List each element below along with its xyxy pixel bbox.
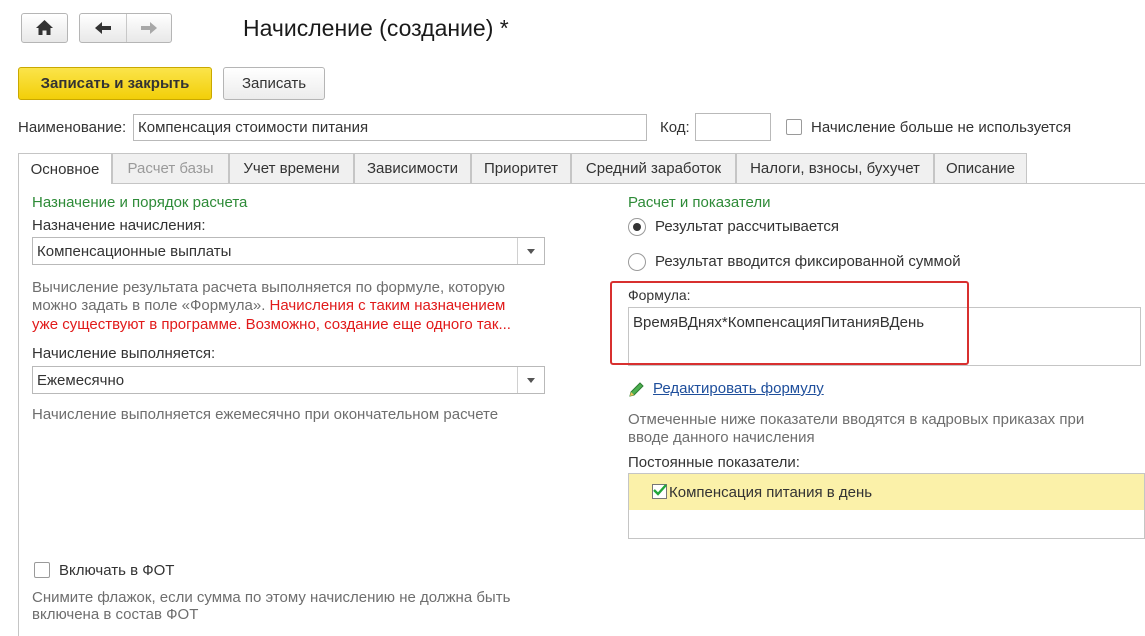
purpose-info-line1: Вычисление результата расчета выполняется по формуле, которую [32, 279, 506, 296]
home-button[interactable] [21, 13, 68, 43]
back-forward-group [79, 13, 172, 43]
constants-list [628, 473, 1145, 539]
tab-taxes[interactable]: Налоги, взносы, бухучет [736, 153, 934, 183]
performed-note: Начисление выполняется ежемесячно при окончательном расчете [32, 406, 499, 423]
purpose-warning-line3: уже существуют в программе. Возможно, создание еще одного так... [32, 316, 511, 333]
dropdown-arrow-icon[interactable] [517, 367, 544, 393]
purpose-warning-start: Начисления с таким назначением [269, 297, 506, 314]
right-section-title: Расчет и показатели [628, 194, 771, 211]
fot-note-line1: Снимите флажок, если сумма по этому начислению не должна быть [32, 589, 511, 606]
purpose-info-line2 [32, 297, 505, 314]
pencil-icon[interactable] [628, 380, 646, 398]
active-tab-gap [19, 183, 111, 184]
window-title: Начисление (создание) * [243, 15, 509, 41]
purpose-select-value: Компенсационные выплаты [37, 242, 232, 260]
radio-result-fixed[interactable] [628, 253, 646, 271]
performed-label: Начисление выполняется: [32, 345, 216, 362]
dropdown-arrow-icon[interactable] [517, 238, 544, 264]
constant-checkbox[interactable] [652, 484, 667, 499]
purpose-select[interactable] [32, 237, 545, 265]
left-section-title: Назначение и порядок расчета [32, 194, 248, 211]
tab-time-accounting[interactable]: Учет времени [229, 153, 354, 183]
indicators-note-line2: вводе данного начисления [628, 429, 815, 446]
formula-value: ВремяВДнях*КомпенсацияПитанияВДень [633, 314, 925, 331]
fot-note-line2: включена в состав ФОТ [32, 606, 199, 623]
save-and-close-button[interactable]: Записать и закрыть [18, 67, 212, 100]
fot-checkbox[interactable] [34, 562, 50, 578]
constant-label: Компенсация питания в день [669, 484, 873, 501]
code-label: Код: [660, 119, 690, 136]
radio-result-fixed-label: Результат вводится фиксированной суммой [655, 253, 961, 270]
constants-label: Постоянные показатели: [628, 454, 800, 471]
save-button[interactable]: Записать [223, 67, 325, 100]
unused-label: Начисление больше не используется [811, 119, 1072, 136]
tab-underline [18, 183, 1145, 184]
highlight-frame [610, 281, 969, 365]
purpose-info-gray: можно задать в поле «Формула». [32, 297, 270, 314]
radio-result-calculated-label: Результат рассчитывается [655, 218, 840, 235]
performed-select[interactable] [32, 366, 545, 394]
tab-dependencies[interactable]: Зависимости [354, 153, 471, 183]
performed-select-value: Ежемесячно [37, 371, 125, 389]
fot-label: Включать в ФОТ [59, 562, 175, 579]
name-input[interactable] [133, 114, 647, 141]
formula-label: Формула: [628, 287, 691, 303]
back-button[interactable] [80, 14, 127, 42]
purpose-label: Назначение начисления: [32, 217, 206, 234]
arrow-right-icon [127, 14, 171, 42]
panel-border [18, 183, 19, 636]
radio-result-calculated[interactable] [628, 218, 646, 236]
indicators-note-line1: Отмеченные ниже показатели вводятся в кадровых приказах при [628, 411, 1085, 428]
edit-formula-link[interactable]: Редактировать формулу [653, 380, 824, 397]
tab-description[interactable]: Описание [934, 153, 1027, 183]
checkmark-icon [652, 483, 667, 498]
name-label: Наименование: [18, 119, 127, 136]
tab-average-earnings[interactable]: Средний заработок [571, 153, 736, 183]
tab-main[interactable]: Основное [18, 153, 112, 184]
forward-button[interactable] [127, 14, 171, 42]
list-item[interactable] [629, 474, 1144, 510]
code-input[interactable] [695, 113, 771, 141]
arrow-left-icon [80, 14, 126, 42]
tab-base-calculation[interactable]: Расчет базы [112, 153, 229, 183]
tab-priority[interactable]: Приоритет [471, 153, 571, 183]
unused-checkbox[interactable] [786, 119, 802, 135]
name-input-value: Компенсация стоимости питания [138, 119, 369, 136]
home-icon [22, 14, 67, 42]
